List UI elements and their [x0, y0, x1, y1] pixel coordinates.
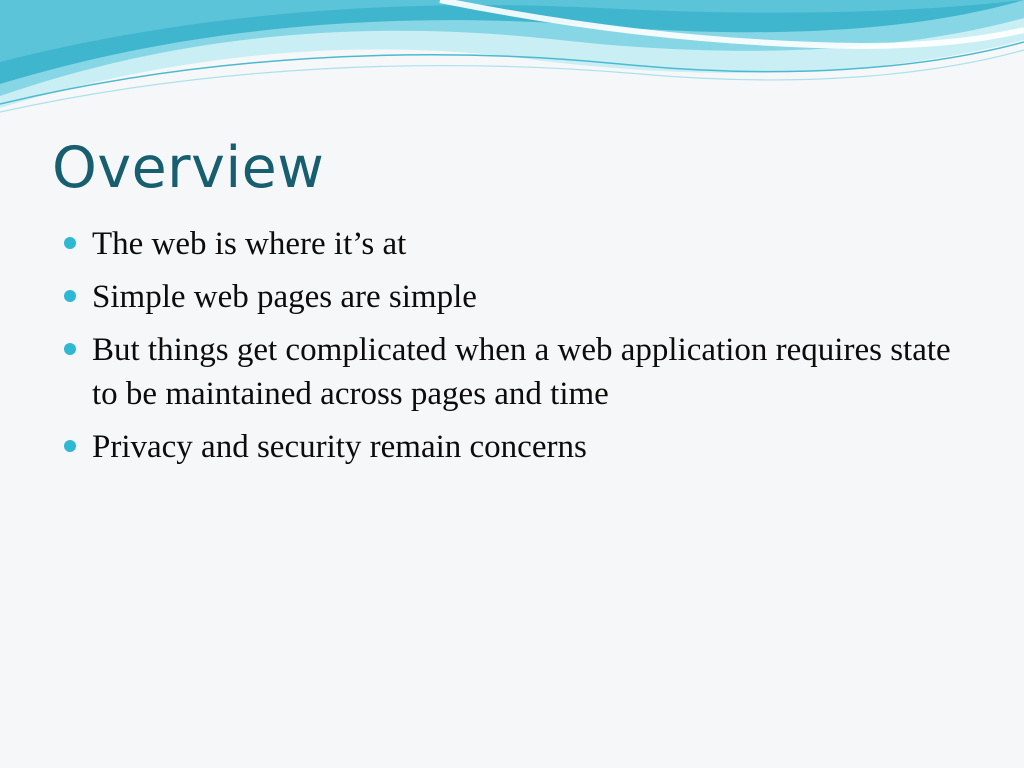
bullet-dot-icon — [64, 237, 76, 249]
bullet-item — [64, 275, 964, 319]
bullet-text: The web is where it’s at — [92, 226, 407, 262]
bullet-text: Simple web pages are simple — [92, 279, 477, 315]
bullet-item — [64, 425, 964, 469]
slide-title: Overview — [52, 135, 325, 201]
bullet-dot-icon — [64, 343, 76, 355]
bullet-text: Privacy and security remain concerns — [92, 429, 587, 465]
decorative-wave-header — [0, 0, 1024, 130]
bullet-list — [64, 222, 964, 478]
bullet-text: But things get complicated when a web application requires state to be maintained across pages and time — [92, 332, 951, 412]
bullet-dot-icon — [64, 440, 76, 452]
bullet-item — [64, 222, 964, 266]
bullet-item — [64, 328, 964, 416]
bullet-dot-icon — [64, 290, 76, 302]
